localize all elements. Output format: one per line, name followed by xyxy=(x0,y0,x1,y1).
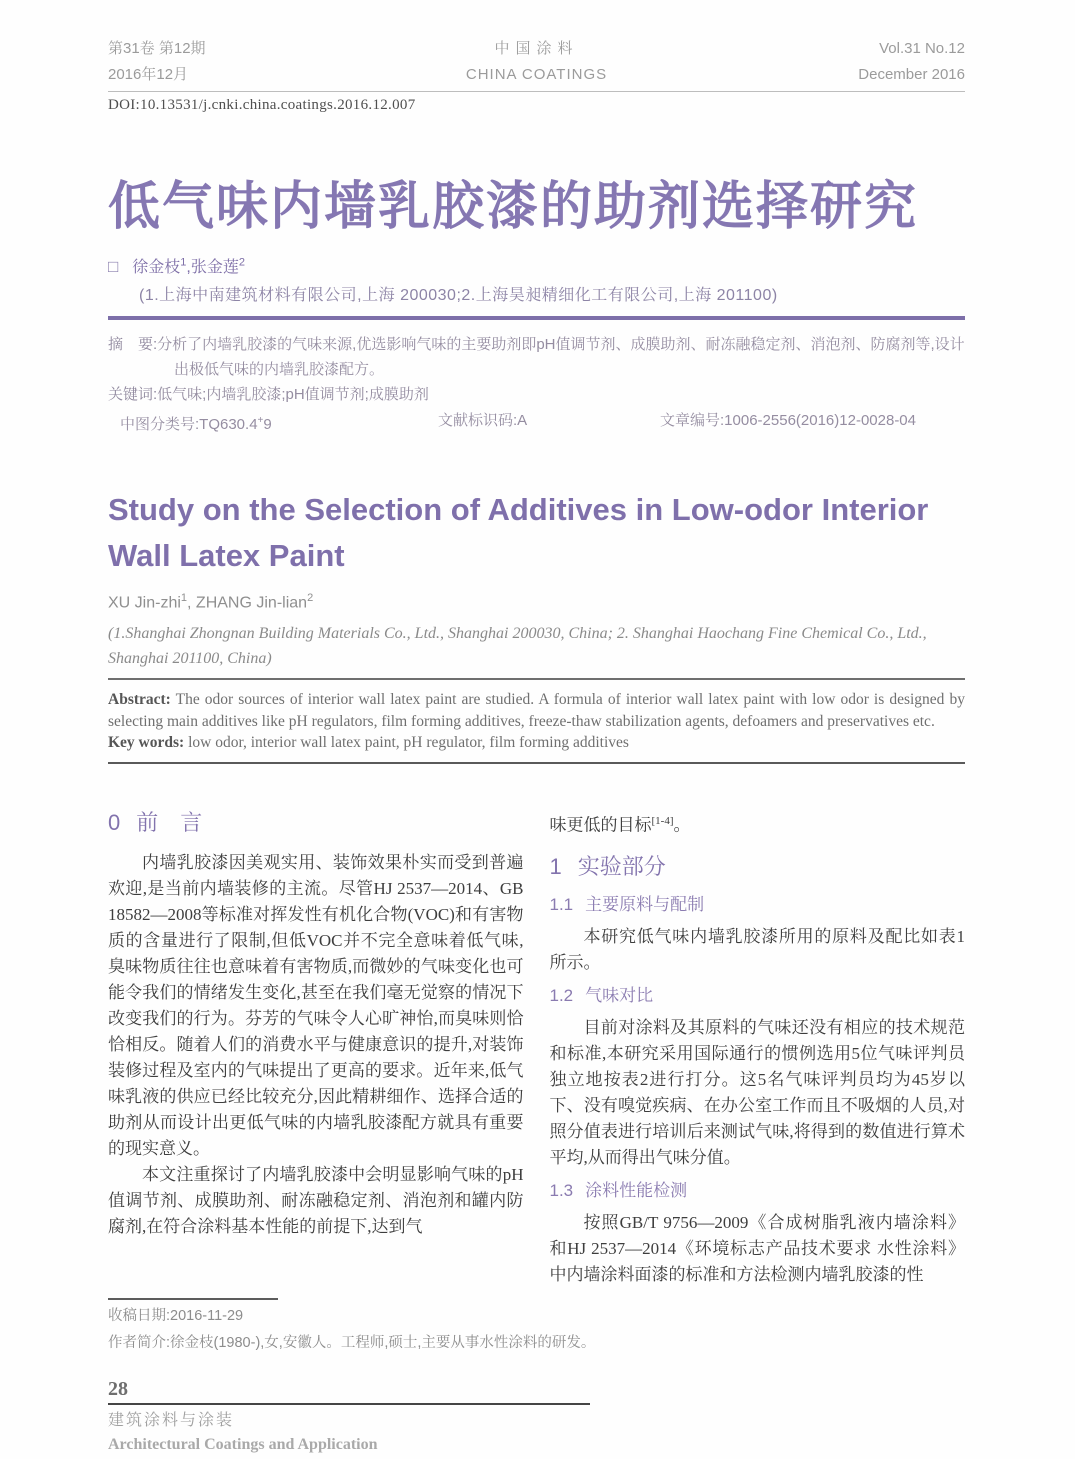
abstract-label-en: Abstract: xyxy=(108,691,171,709)
received-date-line: 收稿日期:2016-11-29 xyxy=(108,1308,244,1325)
journal-name-en: CHINA COATINGS xyxy=(465,66,608,83)
section-0-paragraph-2: 本文注重探讨了内墙乳胶漆中会明显影响气味的pH值调节剂、成膜助剂、耐冻融稳定剂、消泡剂和罐内防腐剂,在符合涂料基本性能的前提下,达到气 xyxy=(108,1164,524,1236)
author-1-cn: 徐金枝 xyxy=(132,259,181,276)
abstract-text-cn: 分析了内墙乳胶漆的气味来源,优选影响气味的主要助剂即pH值调节剂、成膜助剂、耐冻融稳定剂、消泡剂、防腐剂等,设计出极低气味的内墙乳胶漆配方。 xyxy=(157,336,965,378)
left-column xyxy=(108,808,524,1289)
title-en-line1: Study on the Selection of Additives in Low-odor Interior xyxy=(108,492,929,527)
right-column xyxy=(550,808,966,1289)
author-separator: , xyxy=(186,259,191,276)
clc-number: 中图分类号:TQ630.4+9 xyxy=(120,415,272,433)
author-2-en-sup: 2 xyxy=(307,592,314,604)
header-right xyxy=(697,36,965,88)
article-id: 文章编号:1006-2556(2016)12-0028-04 xyxy=(660,412,916,429)
author-2-en: ZHANG Jin-lian xyxy=(195,594,308,612)
section-1-1-heading: 1.1 主要原料与配制 xyxy=(549,895,705,915)
author-2-cn: 张金莲 xyxy=(190,259,239,276)
section-0-heading: 0 前 言 xyxy=(108,809,203,835)
author-separator-en: , xyxy=(187,594,196,612)
keywords-en-line xyxy=(108,732,965,754)
abstract-label-cn: 摘 要: xyxy=(108,336,158,353)
section-0-paragraph-1: 内墙乳胶漆因美观实用、装饰效果朴实而受到普遍欢迎,是当前内墙装修的主流。尽管HJ 2537—2014、GB 18582—2008等标准对挥发性有机化合物(VOC)和有害物质的含量进行了限制,但低VOC并不完全意味着低气味,臭味物质往往也意味着有害物质,而微妙的气味变化也可能令我们的情绪发生变化,甚至在我们毫无觉察的情况下改变我们的行为。芬芳的气味令人心旷神怡,而臭味则恰恰相反。随着人们的消费水平与健康意识的提升,对装饰装修过程及室内的气味提出了更高的要求。近年来,低气味乳液的供应已经比较充分,因此精耕细作、选择合适的助剂从而设计出更低气味的内墙乳胶漆配方就具有重要的现实意义。 xyxy=(108,852,524,1158)
keywords-cn-line xyxy=(108,382,965,407)
keywords-text-en: low odor, interior wall latex paint, pH regulator, film forming additives xyxy=(184,734,629,752)
abstract-block-cn xyxy=(108,332,965,437)
author-marker-box-icon: □ xyxy=(108,257,119,276)
purple-divider xyxy=(108,316,965,320)
section-1-2-heading: 1.2 气味对比 xyxy=(549,986,654,1006)
article-title-en xyxy=(108,487,965,579)
citation-ref: [1-4] xyxy=(651,814,674,827)
footer-section-en: Architectural Coatings and Application xyxy=(108,1436,378,1454)
abstract-cn-line xyxy=(108,332,965,382)
keywords-label-cn: 关键词: xyxy=(108,386,158,403)
body-divider xyxy=(108,762,965,764)
author-1-sup: 1 xyxy=(180,256,187,269)
classification-row xyxy=(108,408,965,437)
header-left xyxy=(108,36,376,88)
footnote-block xyxy=(108,1298,965,1357)
affiliation-cn: (1.上海中南建筑材料有限公司,上海 200030;2.上海昊昶精细化工有限公司,上海 201100) xyxy=(139,287,778,304)
author-1-en: XU Jin-zhi xyxy=(108,594,181,612)
continued-paragraph: 味更低的目标[1-4]。 xyxy=(549,814,691,835)
page-number: 28 xyxy=(108,1378,128,1401)
journal-header xyxy=(108,36,965,92)
journal-name-cn: 中国涂料 xyxy=(494,40,579,57)
author-1-en-sup: 1 xyxy=(180,592,188,604)
abstract-text-en: The odor sources of interior wall latex paint are studied. A formula of interior wall latex paint with low odor is designed by selecting main additives like pH regulators, film forming additives, freeze-thaw stabilization agents, defoamers and preservatives etc. xyxy=(108,691,965,730)
footnote-divider xyxy=(108,1298,278,1300)
doi-line: DOI:10.13531/j.cnki.china.coatings.2016.12.007 xyxy=(108,97,416,113)
author-bio-line: 作者简介:徐金枝(1980-),女,安徽人。工程师,硕士,主要从事水性涂料的研发。 xyxy=(108,1335,596,1352)
title-en-line2: Wall Latex Paint xyxy=(108,538,345,573)
section-1-1-paragraph: 本研究低气味内墙乳胶漆所用的原料及配比如表1所示。 xyxy=(549,927,965,973)
abstract-block-en xyxy=(108,689,965,754)
affiliation-en: (1.Shanghai Zhongnan Building Materials Co., Ltd., Shanghai 200030, China; 2. Shanghai Haochang Fine Chemical Co., Ltd., Shanghai 201100, China) xyxy=(108,621,965,680)
section-1-3-paragraph: 按照GB/T 9756—2009《合成树脂乳液内墙涂料》和HJ 2537—2014《环境标志产品技术要求 水性涂料》中内墙涂料面漆的标准和方法检测内墙乳胶漆的性 xyxy=(549,1213,965,1285)
page-footer xyxy=(108,1377,965,1456)
header-center xyxy=(376,36,697,88)
footer-section-cn: 建筑涂料与涂装 xyxy=(108,1412,235,1430)
date-cn: 2016年12月 xyxy=(108,66,189,83)
volume-issue-en: Vol.31 No.12 xyxy=(879,40,965,57)
authors-en xyxy=(108,592,965,612)
date-en: December 2016 xyxy=(858,66,965,83)
footer-divider xyxy=(108,1403,590,1405)
section-1-heading: 1 实验部分 xyxy=(549,854,666,880)
keywords-label-en: Key words: xyxy=(108,734,185,752)
article-title-cn: 低气味内墙乳胶漆的助剂选择研究 xyxy=(108,178,919,236)
document-code: 文献标识码:A xyxy=(438,412,528,429)
abstract-en-paragraph xyxy=(108,689,965,732)
author-2-sup: 2 xyxy=(238,256,246,269)
volume-issue-cn: 第31卷 第12期 xyxy=(108,40,206,57)
authors-cn xyxy=(108,254,965,277)
section-1-3-heading: 1.3 涂料性能检测 xyxy=(549,1181,688,1201)
article-body xyxy=(108,808,965,1289)
keywords-text-cn: 低气味;内墙乳胶漆;pH值调节剂;成膜助剂 xyxy=(157,386,429,403)
section-1-2-paragraph: 目前对涂料及其原料的气味还没有相应的技术规范和标准,本研究采用国际通行的惯例选用5位气味评判员独立地按表2进行打分。这5名气味评判员均为45岁以下、没有嗅觉疾病、在办公室工作而且不吸烟的人员,对照分值表进行培训后来测试气味,将得到的数值进行算术平均,从而得出气味分值。 xyxy=(549,1018,965,1168)
